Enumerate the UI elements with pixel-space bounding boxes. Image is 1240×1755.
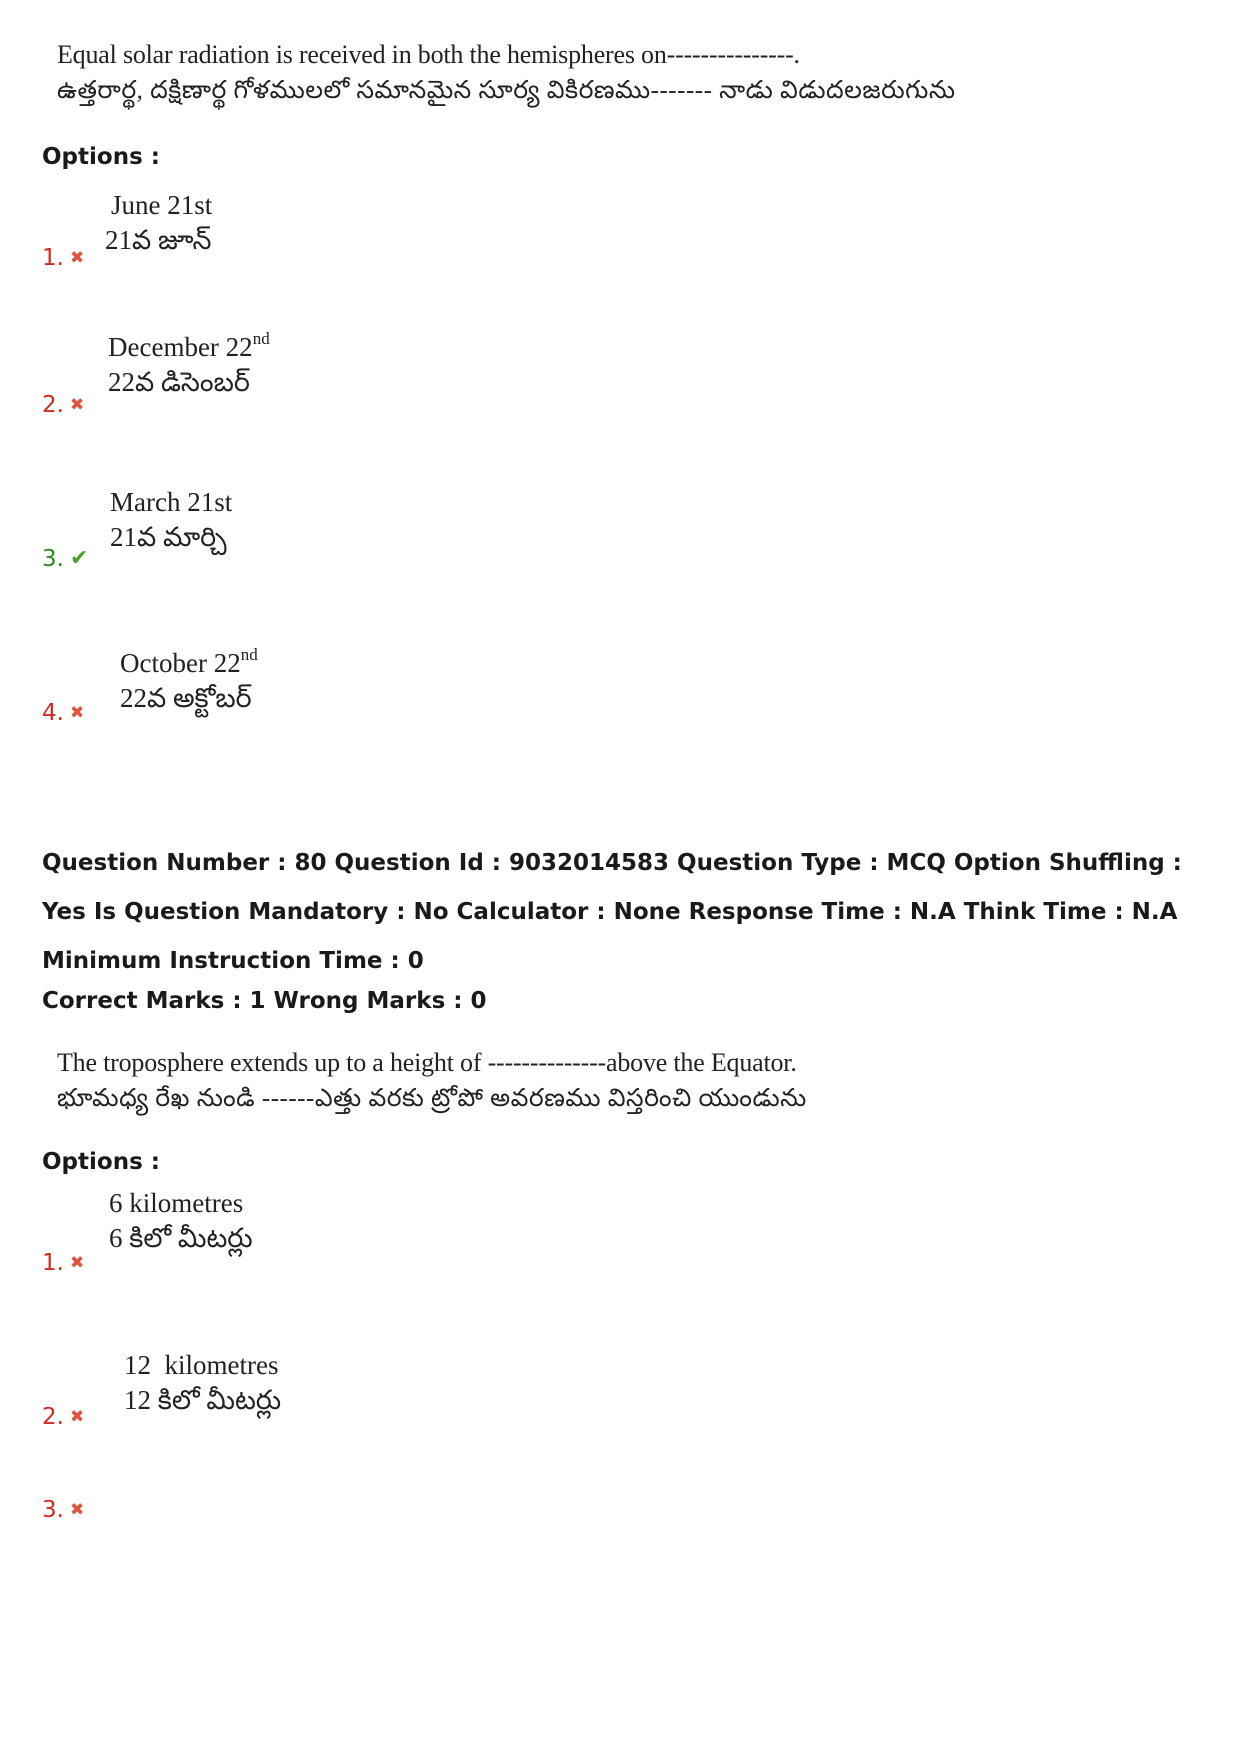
question-text-en: The troposphere extends up to a height of --------------above the Equator. (57, 1048, 797, 1077)
q80-option-1-number (42, 1250, 84, 1276)
option-2-en-main: December 22 (108, 332, 253, 362)
question-79-text (57, 42, 956, 103)
option-3-te: 21వ మార్చి (110, 522, 227, 552)
option-1-number (42, 245, 84, 271)
question-text-en: Equal solar radiation is received in both the hemispheres on---------------. (57, 40, 800, 69)
option-3-number (42, 546, 88, 572)
wrong-cross-icon: ✖ (69, 1499, 85, 1520)
wrong-cross-icon: ✖ (69, 1252, 85, 1273)
option-4-te: 22వ అక్టోబర్ (120, 683, 252, 713)
wrong-cross-icon: ✖ (69, 1406, 85, 1427)
option-3-en: March 21st (110, 487, 233, 517)
option-number-text: 2. (42, 1404, 64, 1430)
option-2-en (108, 330, 270, 361)
option-2-number (42, 392, 84, 418)
option-4-content (120, 646, 258, 712)
option-4-en (120, 646, 258, 677)
option-number-text: 3. (42, 546, 64, 572)
option-3-content (110, 489, 232, 551)
question-80-text (57, 1050, 807, 1111)
q80-option-2-content (124, 1352, 281, 1414)
q80-option-1-te: 6 కిలో మీటర్లు (109, 1223, 253, 1253)
option-number-text: 3. (42, 1497, 64, 1523)
option-2-content (108, 330, 270, 396)
question-80-marks: Correct Marks : 1 Wrong Marks : 0 (42, 988, 487, 1014)
option-4-en-main: October 22 (120, 648, 241, 678)
q80-option-2-number (42, 1404, 84, 1430)
q80-option-1-content (109, 1190, 253, 1252)
options-label: Options : (42, 1149, 160, 1175)
option-2-en-sup: nd (252, 329, 270, 348)
options-label: Options : (42, 144, 160, 170)
q80-option-2-te: 12 కిలో మీటర్లు (124, 1385, 282, 1415)
wrong-cross-icon: ✖ (69, 247, 85, 268)
option-number-text: 1. (42, 1250, 64, 1276)
option-1-en: June 21st (111, 190, 213, 220)
wrong-cross-icon: ✖ (69, 702, 85, 723)
q80-option-3-number (42, 1497, 84, 1523)
wrong-cross-icon: ✖ (69, 394, 85, 415)
question-80-meta: Question Number : 80 Question Id : 9032014583 Question Type : MCQ Option Shuffling : Yes Is Question Mandatory : No Calculator : None Response Time : N.A Think Time : N.A Minimum Instruction Time : 0 (42, 850, 1182, 974)
option-1-content (105, 190, 213, 255)
question-text-te: ఉత్తరార్థ, దక్షిణార్థ గోళములలో సమానమైన సూర్య వికిరణము------- నాడు విడుదలజరుగును (57, 77, 956, 104)
q80-option-1-en: 6 kilometres (109, 1188, 244, 1218)
option-2-te: 22వ డిసెంబర్ (108, 367, 250, 397)
option-1-te: 21వ జూన్ (105, 225, 212, 255)
option-4-en-sup: nd (240, 645, 258, 664)
option-number-text: 4. (42, 700, 64, 726)
question-text-te: భూమధ్య రేఖ నుండి ------ఎత్తు వరకు ట్రోపో అవరణము విస్తరించి యుండును (57, 1085, 807, 1112)
q80-option-2-en: 12 kilometres (124, 1350, 279, 1380)
option-4-number (42, 700, 84, 726)
option-number-text: 1. (42, 245, 64, 271)
correct-check-icon: ✔ (69, 546, 89, 571)
option-number-text: 2. (42, 392, 64, 418)
